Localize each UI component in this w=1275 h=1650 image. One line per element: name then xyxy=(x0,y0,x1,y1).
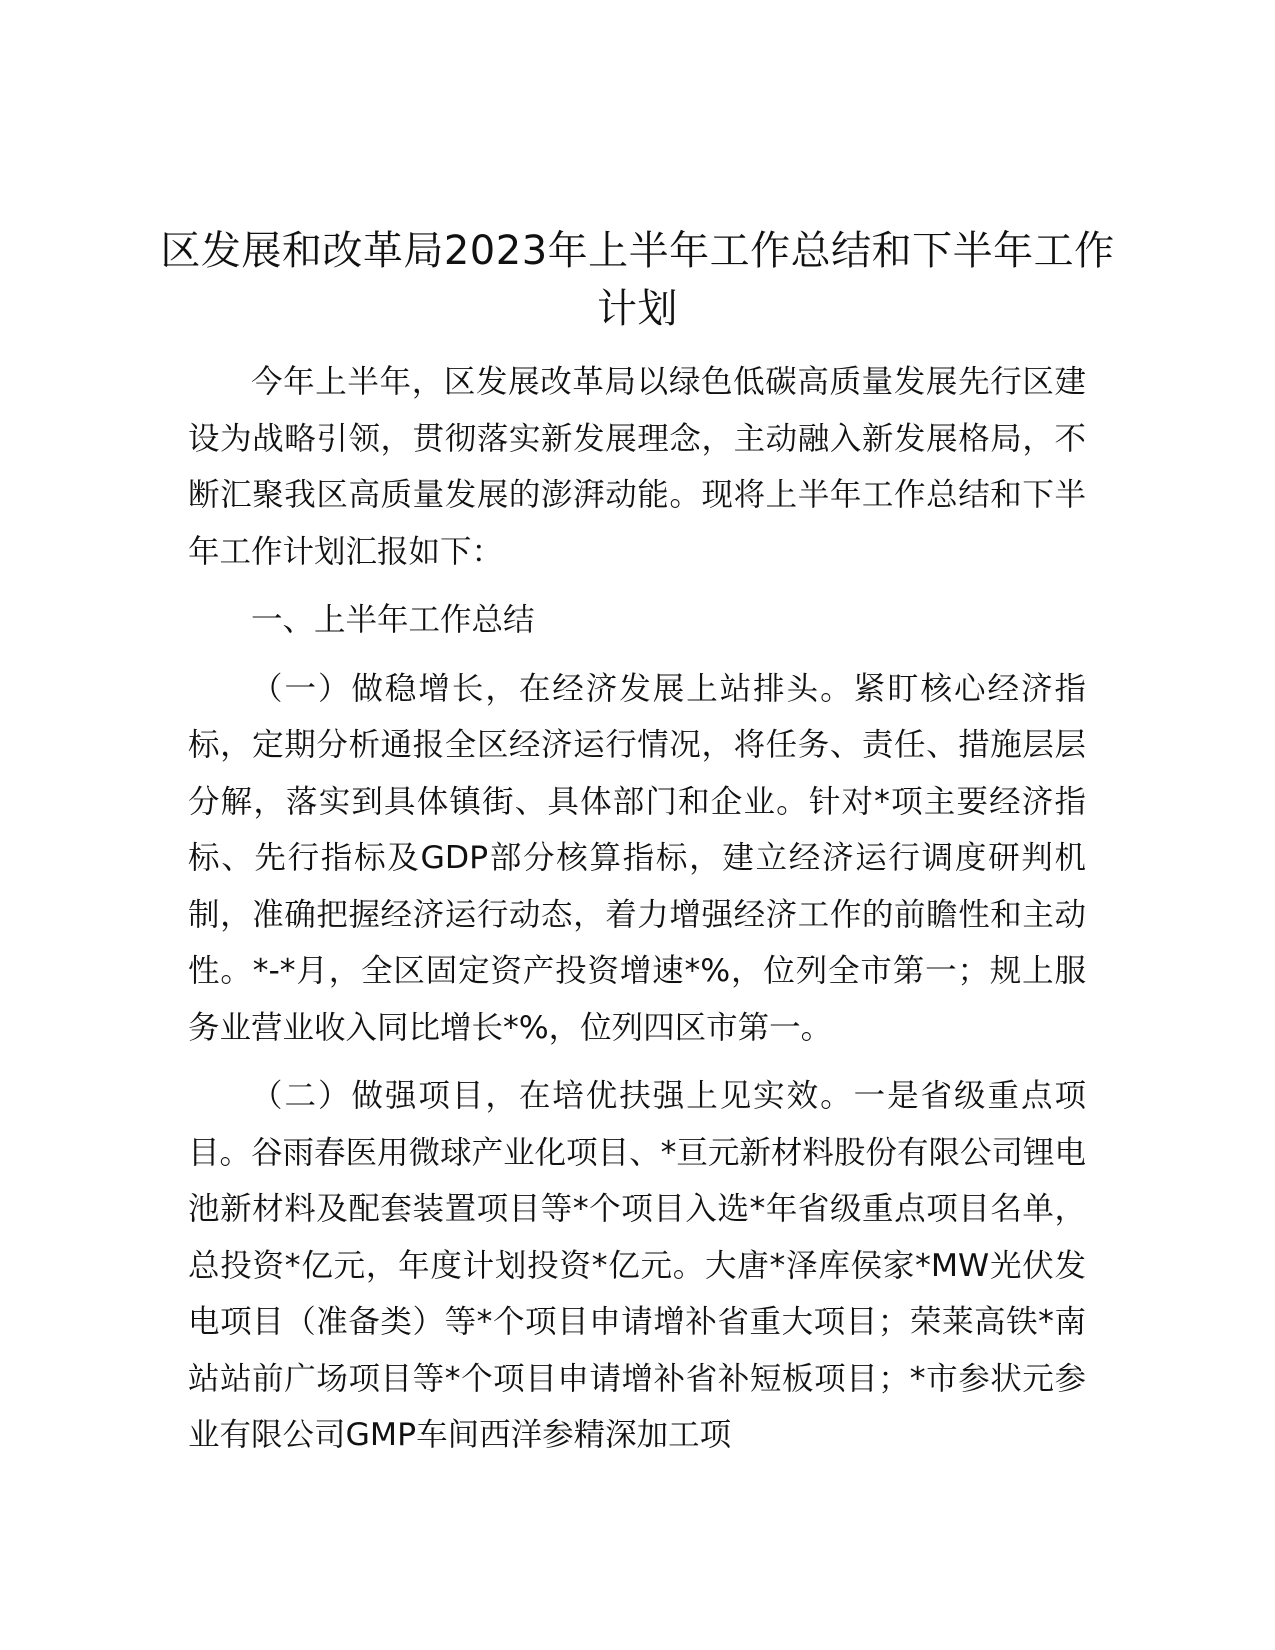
intro-paragraph: 今年上半年，区发展改革局以绿色低碳高质量发展先行区建设为战略引领，贯彻落实新发展理念，主动融入新发展格局，不断汇聚我区高质量发展的澎湃动能。现将上半年工作总结和下半年工作计划汇报如下： xyxy=(188,364,1086,570)
item-paragraph-1: （一）做稳增长，在经济发展上站排头。紧盯核心经济指标，定期分析通报全区经济运行情况，将任务、责任、措施层层分解，落实到具体镇街、具体部门和企业。针对*项主要经济指标、先行指标及GDP部分核算指标，建立经济运行调度研判机制，准确把握经济运行动态，着力增强经济工作的前瞻性和主动性。*-*月，全区固定资产投资增速*%，位列全市第一；规上服务业营业收入同比增长*%，位列四区市第一。 xyxy=(188,670,1086,1046)
item-paragraph-2: （二）做强项目，在培优扶强上见实效。一是省级重点项目。谷雨春医用微球产业化项目、*亘元新材料股份有限公司锂电池新材料及配套装置项目等*个项目入选*年省级重点项目名单，总投资*亿元，年度计划投资*亿元。大唐*泽库侯家*MW光伏发电项目（准备类）等*个项目申请增补省重大项目；荣莱高铁*南站站前广场项目等*个项目申请增补省补短板项目；*市参状元参业有限公司GMP车间西洋参精深加工项 xyxy=(188,1078,1086,1453)
document-title: 区发展和改革局2023年上半年工作总结和下半年工作计划 xyxy=(160,228,1115,332)
document-body xyxy=(188,354,1086,1464)
section-heading: 一、上半年工作总结 xyxy=(251,602,535,638)
